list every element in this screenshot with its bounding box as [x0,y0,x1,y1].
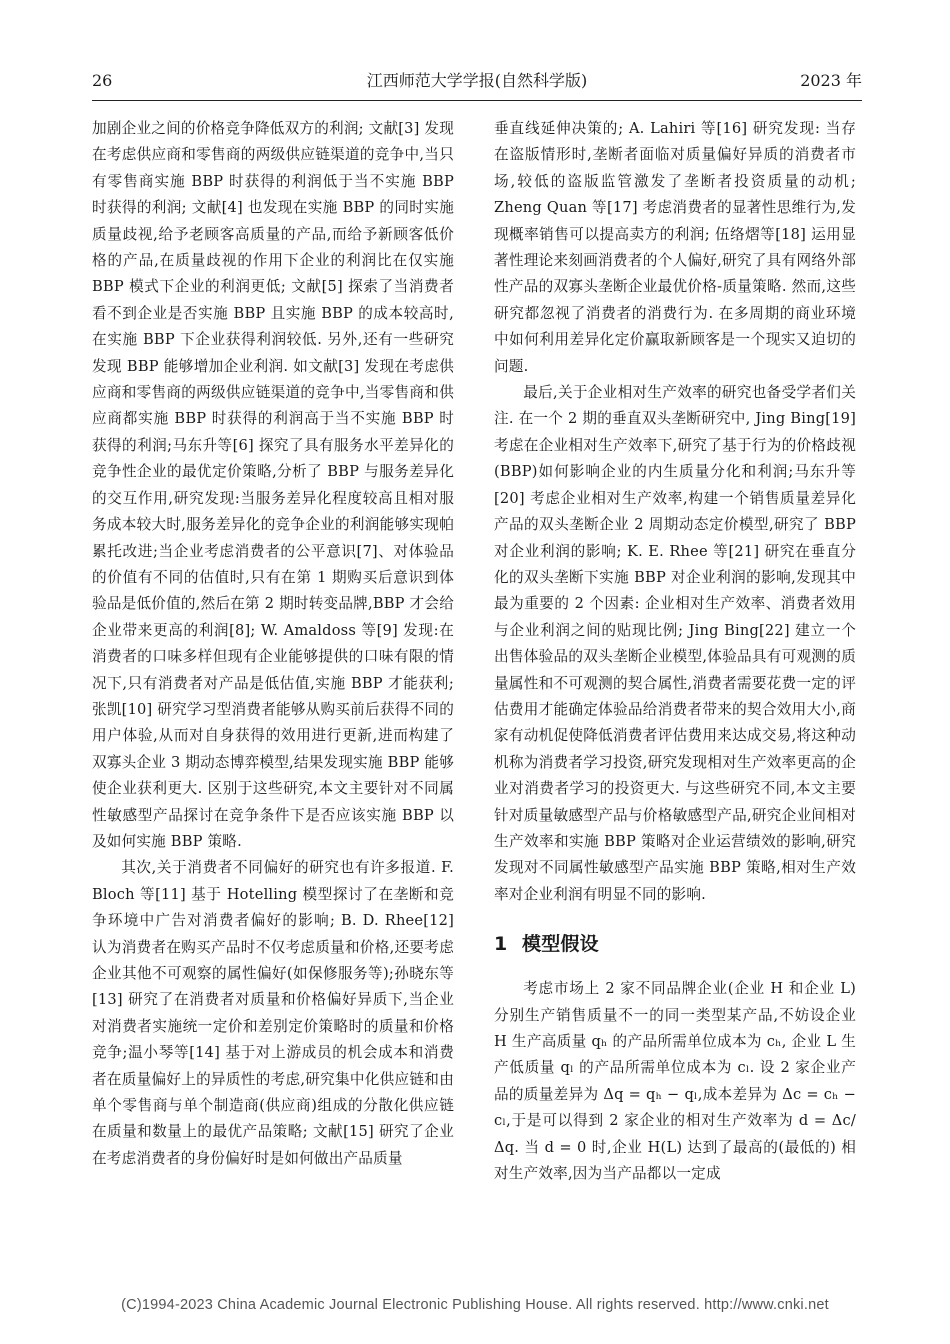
right-column [494,116,856,1187]
paragraph-bbp-literature: 加剧企业之间的价格竞争降低双方的利润; 文献[3] 发现在考虑供应商和零售商的两级供应链渠道的竞争中,当只有零售商实施 BBP 时获得的利润低于当不实施 BBP 时获得的利润; 文献[4] 也发现在实施 BBP 的同时实施质量歧视,给予老顾客高质量的产品,而给予新顾客低价格的产品,在质量歧视的作用下企业的利润比在仅实施 BBP 模式下企业的利润更低; 文献[5] 探索了当消费者看不到企业是否实施 BBP 且实施 BBP 的成本较高时,在实施 BBP 下企业获得利润较低. 另外,还有一些研究发现 BBP 能够增加企业利润. 如文献[3] 发现在考虑供应商和零售商的两级供应链渠道的竞争中,当零售商和供应商都实施 BBP 时获得的利润高于当不实施 BBP 时获得的利润;马东升等[6] 探究了具有服务水平差异化的竞争性企业的最优定价策略,分析了 BBP 与服务差异化的交互作用,研究发现:当服务差异化程度较高且相对服务成本较大时,服务差异化的竞争企业的利润能够实现帕累托改进;当企业考虑消费者的公平意识[7]、对体验品的价值有不同的估值时,只有在第 1 期购买后意识到体验品是低价值的,然后在第 2 期时转变品牌,BBP 才会给企业带来更高的利润[8]; W. Amaldoss 等[9] 发现:在消费者的口味多样但现有企业能够提供的口味有限的情况下,只有消费者对产品是低估值,实施 BBP 才能获利;张凯[10] 研究学习型消费者能够从购买前后获得不同的用户体验,从而对自身获得的效用进行更新,进而构建了双寡头企业 3 期动态博弈模型,结果发现实施 BBP 能够使企业获利更大. 区别于这些研究,本文主要针对不同属性敏感型产品探讨在竞争条件下是否应该实施 BBP 以及如何实施 BBP 策略. [92,120,454,850]
paragraph-preference-continued: 垂直线延伸决策的; A. Lahiri 等[16] 研究发现: 当存在盗版情形时,垄断者面临对质量偏好异质的消费者市场,较低的盗版监管激发了垄断者投资质量的动机; Zheng Quan 等[17] 考虑消费者的显著性思维行为,发现概率销售可以提高卖方的利润; 伍络熠等[18] 运用显著性理论来刻画消费者的个人偏好,研究了具有网络外部性产品的双寡头垄断企业最优价格-质量策略. 然而,这些研究都忽视了消费者的消费行为. 在多周期的商业环境中如何利用差异化定价赢取新顾客是一个现实又迫切的问题. [494,120,856,375]
left-column [92,116,454,1172]
header-rule [92,100,862,101]
paragraph-consumer-preference: 其次,关于消费者不同偏好的研究也有许多报道. F. Bloch 等[11] 基于 Hotelling 模型探讨了在垄断和竞争环境中广告对消费者偏好的影响; B. D. Rhee[12] 认为消费者在购买产品时不仅考虑质量和价格,还要考虑企业其他不可观察的属性偏好(如保修服务等);孙晓东等[13] 研究了在消费者对质量和价格偏好异质下,当企业对消费者实施统一定价和差别定价策略时的质量和价格竞争;温小琴等[14] 基于对上游成员的机会成本和消费者在质量偏好上的异质性的考虑,研究集中化供应链和由单个零售商与单个制造商(供应商)组成的分散化供应链在质量和数量上的最优产品策略; 文献[15] 研究了企业在考虑消费者的身份偏好时是如何做出产品质量 [92,859,454,1167]
journal-title: 江西师范大学学报(自然科学版) [366,71,588,90]
section-number: 1 [494,933,508,956]
publication-year: 2023 年 [800,71,862,90]
section-heading [494,930,856,958]
paragraph-model-assumptions: 考虑市场上 2 家不同品牌企业(企业 H 和企业 L) 分别生产销售质量不一的同一类型某产品,不妨设企业 H 生产高质量 qₕ 的产品所需单位成本为 cₕ, 企业 L 生产低质量 qₗ 的产品所需单位成本为 cₗ. 设 2 家企业产品的质量差异为 Δq = qₕ − qₗ,成本差异为 Δc = cₕ − cₗ,于是可以得到 2 家企业的相对生产效率为 d = Δc/Δq. 当 d = 0 时,企业 H(L) 达到了最高的(最低的) 相对生产效率,因为当产品都以一定成 [494,980,856,1183]
copyright-footer: (C)1994-2023 China Academic Journal Electronic Publishing House. All rights reserved. http://www.cnki.net [121,1297,829,1313]
running-header [92,68,862,98]
page-number: 26 [92,71,113,90]
paragraph-production-efficiency: 最后,关于企业相对生产效率的研究也备受学者们关注. 在一个 2 期的垂直双头垄断研究中, Jing Bing[19] 考虑在企业相对生产效率下,研究了基于行为的价格歧视(BBP)如何影响企业的内生质量分化和利润;马东升等[20] 考虑企业相对生产效率,构建一个销售质量差异化产品的双头垄断企业 2 周期动态定价模型,研究了 BBP 对企业利润的影响; K. E. Rhee 等[21] 研究在垂直分化的双头垄断下实施 BBP 对企业利润的影响,发现其中最为重要的 2 个因素: 企业相对生产效率、消费者效用与企业利润之间的贴现比例; Jing Bing[22] 建立一个出售体验品的双头垄断企业模型,体验品具有可观测的质量属性和不可观测的契合属性,消费者需要花费一定的评估费用才能确定体验品给消费者带来的契合效用大小,商家有动机促使降低消费者评估费用来达成交易,将这种动机称为消费者学习投资,研究发现相对生产效率更高的企业对消费者学习的投资更大. 与这些研究不同,本文主要针对质量敏感型产品与价格敏感型产品,研究企业间相对生产效率和实施 BBP 策略对企业运营绩效的影响,研究发现对不同属性敏感型产品实施 BBP 策略,相对生产效率对企业利润有明显不同的影响. [494,384,856,903]
section-title: 模型假设 [522,933,599,956]
